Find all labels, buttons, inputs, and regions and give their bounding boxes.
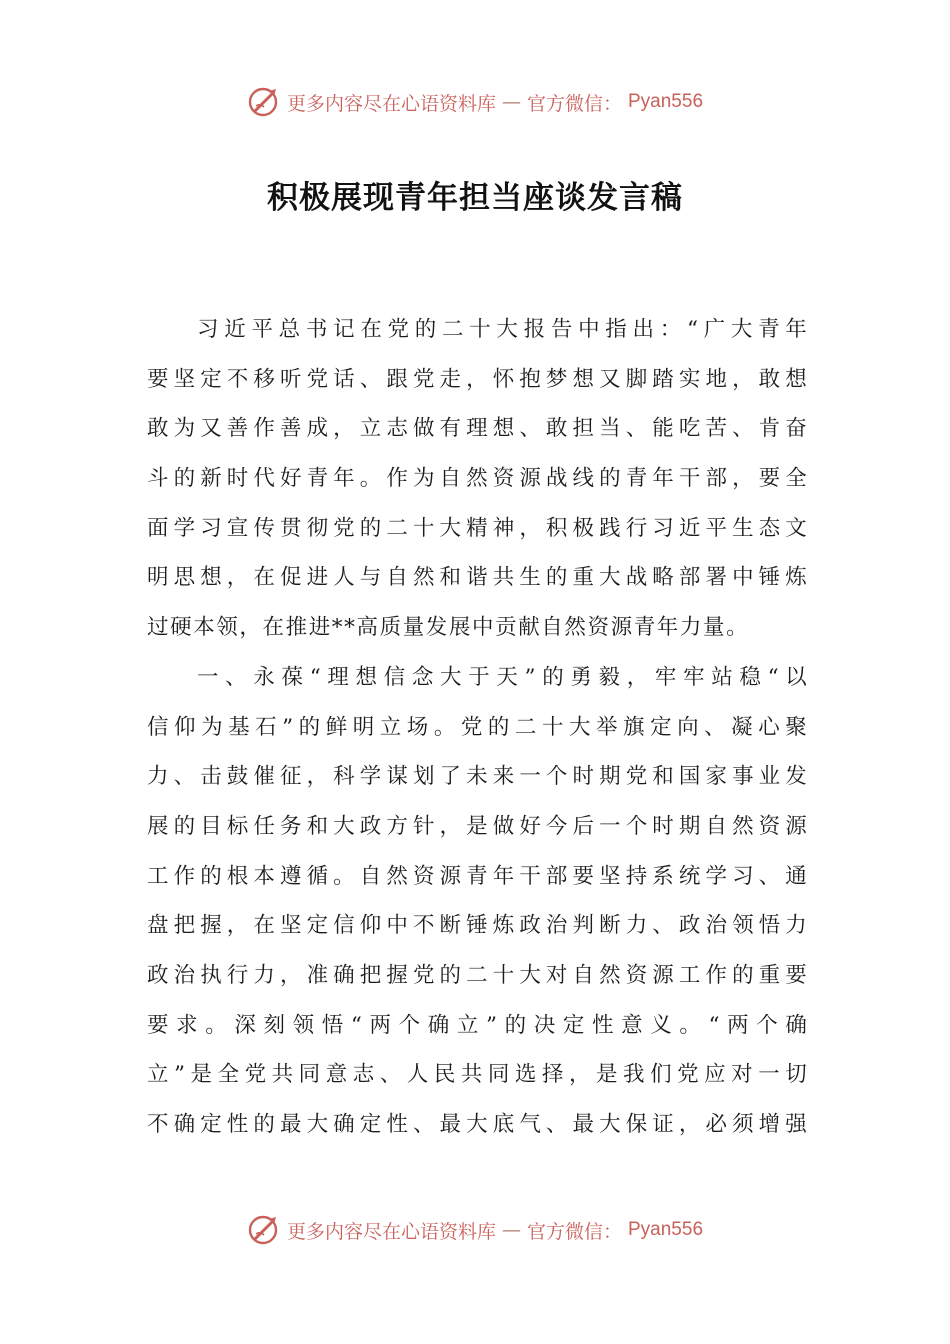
body-line: 斗 的 新 时 代 好 青 年 。 作 为 自 然 资 源 战 线 的 青 年 干 部 ， 要 全 [147,466,807,492]
banner-separator: — [501,1219,521,1241]
header-watermark-banner [0,82,950,122]
body-line: 要 坚 定 不 移 听 党 话 、 跟 党 走 ， 怀 抱 梦 想 又 脚 踏 实 地 ， 敢 想 [147,366,807,392]
body-line: 立 ” 是 全 党 共 同 意 志 、 人 民 共 同 选 择 ， 是 我 们 党 应 对 一 切 [147,1062,807,1088]
banner-wechat-id: Pyan556 [628,1219,704,1240]
document-body [147,305,807,1150]
banner-separator: — [501,91,521,113]
body-line: 政 治 执 行 力 ， 准 确 把 握 党 的 二 十 大 对 自 然 资 源 工 作 的 重 要 [147,962,807,988]
body-line: 信 仰 为 基 石 ” 的 鲜 明 立 场 。 党 的 二 十 大 举 旗 定 向 、 凝 心 聚 [147,714,807,740]
banner-wechat-label: 官方微信： [526,92,622,115]
body-line: 力 、 击 鼓 催 征 ， 科 学 谋 划 了 未 来 一 个 时 期 党 和 国 家 事 业 发 [147,764,807,790]
banner-site-text: 更多内容尽在心语资料库 [286,1220,496,1243]
body-line: 工 作 的 根 本 遵 循 。 自 然 资 源 青 年 干 部 要 坚 持 系 统 学 习 、 通 [147,863,807,889]
footer-watermark-banner [0,1210,950,1250]
pen-logo-icon [247,85,281,119]
document-title: 积极展现青年担当座谈发言稿 [267,180,683,216]
body-line: 展 的 目 标 任 务 和 大 政 方 针 ， 是 做 好 今 后 一 个 时 期 自 然 资 源 [147,813,807,839]
body-line: 习 近 平 总 书 记 在 党 的 二 十 大 报 告 中 指 出 ： “ 广 大 青 年 [197,317,807,342]
body-line: 过硬本领，在推进**高质量发展中贡献自然资源青年力量。 [147,615,750,641]
pen-logo-icon [247,1213,281,1247]
body-line: 盘 把 握 ， 在 坚 定 信 仰 中 不 断 锤 炼 政 治 判 断 力 、 政 治 领 悟 力 [147,913,807,939]
banner-wechat-id: Pyan556 [628,91,704,112]
body-line: 不 确 定 性 的 最 大 确 定 性 、 最 大 底 气 、 最 大 保 证 ， 必 须 增 强 [147,1112,807,1137]
banner-site-text: 更多内容尽在心语资料库 [286,92,496,115]
body-line: 要 求 。 深 刻 领 悟 “ 两 个 确 立 ” 的 决 定 性 意 义 。 “ 两 个 确 [147,1012,807,1038]
banner-wechat-label: 官方微信： [526,1220,622,1243]
body-line: 一 、 永 葆 “ 理 想 信 念 大 于 天 ” 的 勇 毅 ， 牢 牢 站 稳 “ 以 [197,664,807,690]
body-line: 敢 为 又 善 作 善 成 ， 立 志 做 有 理 想 、 敢 担 当 、 能 吃 苦 、 肯 奋 [147,416,807,442]
body-line: 面 学 习 宣 传 贯 彻 党 的 二 十 大 精 神 ， 积 极 践 行 习 近 平 生 态 文 [147,515,807,541]
body-line: 明 思 想 ， 在 促 进 人 与 自 然 和 谐 共 生 的 重 大 战 略 部 署 中 锤 炼 [147,565,807,591]
